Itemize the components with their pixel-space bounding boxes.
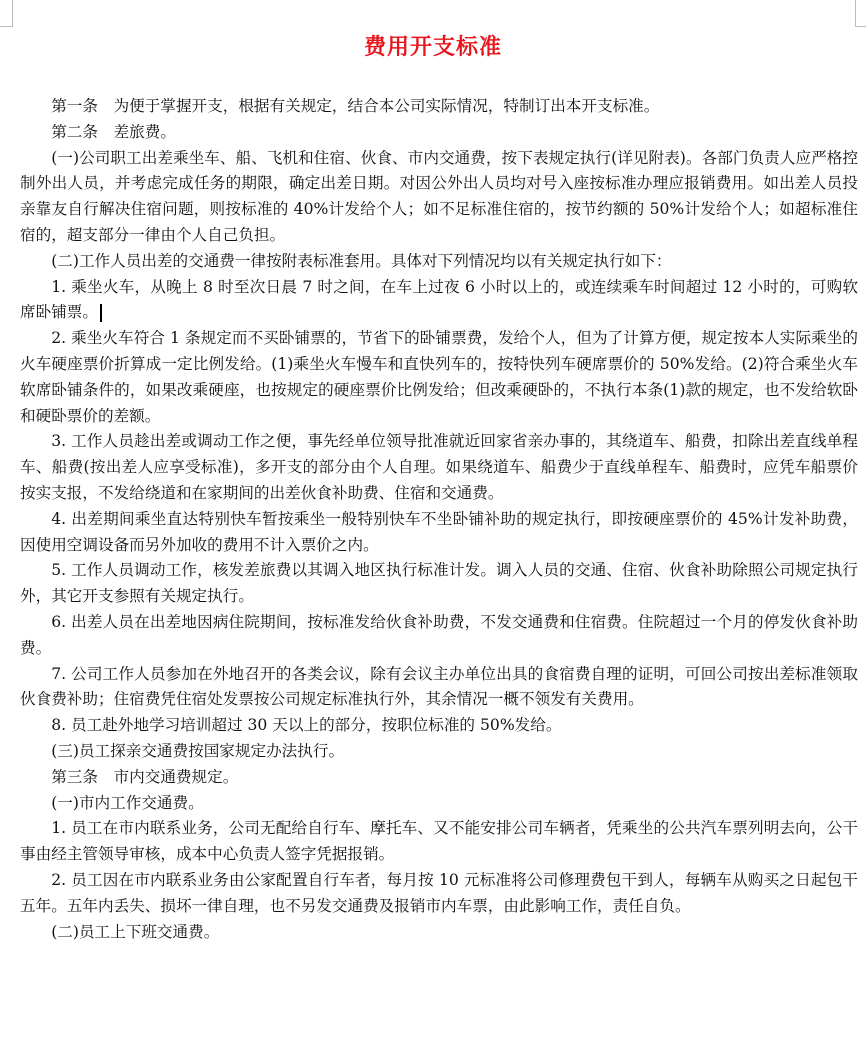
paragraph-item-4: 4. 出差期间乘坐直达特别快车暂按乘坐一般特别快车不坐卧铺补助的规定执行，即按硬座票价的 45%计发补助费，因使用空调设备而另外加收的费用不计入票价之内。 xyxy=(20,509,858,554)
document-title: 费用开支标准 xyxy=(363,35,502,60)
paragraph-article-3: 第三条 市内交通费规定。 xyxy=(51,767,239,786)
paragraph-item-3: 3. 工作人员趁出差或调动工作之便，事先经单位领导批准就近回家省亲办事的，其绕道车、船费，扣除出差直线单程车、船费(按出差人应享受标准)，多开支的部分由个人自理。如果绕道车、船费少于直线单程车、船费时，应凭车船票价按实支报，不发给绕道和在家期间的出差伙食补助费、住宿和交通费。 xyxy=(20,432,858,502)
document-body[interactable] xyxy=(20,94,858,945)
paragraph-section-2-3: (三)员工探亲交通费按国家规定办法执行。 xyxy=(51,741,345,760)
paragraph-section-3-2: (二)员工上下班交通费。 xyxy=(51,922,220,941)
paragraph-item-6: 6. 出差人员在出差地因病住院期间，按标准发给伙食补助费，不发交通费和住宿费。住院超过一个月的停发伙食补助费。 xyxy=(20,612,858,657)
paragraph-article-1: 第一条 为便于掌握开支，根据有关规定，结合本公司实际情况，特制订出本开支标准。 xyxy=(51,97,660,115)
paragraph-item-8: 8. 员工赴外地学习培训超过 30 天以上的部分，按职位标准的 50%发给。 xyxy=(51,716,562,735)
page-corner-mark-right xyxy=(855,0,866,27)
paragraph-section-3-1-item-2: 2. 员工因在市内联系业务由公家配置自行车者，每月按 10 元标准将公司修理费包干到人，每辆车从购买之日起包干五年。五年内丢失、损坏一律自理，也不另发交通费及报销市内车票，由此影响工作，责任自负。 xyxy=(20,870,858,915)
paragraph-item-5: 5. 工作人员调动工作，核发差旅费以其调入地区执行标准计发。调入人员的交通、住宿、伙食补助除照公司规定执行外，其它开支参照有关规定执行。 xyxy=(20,561,858,606)
text-cursor xyxy=(100,304,102,322)
page-corner-mark-left xyxy=(0,0,13,27)
paragraph-section-3-1: (一)市内工作交通费。 xyxy=(51,793,204,812)
paragraph-item-1 xyxy=(20,275,858,327)
paragraph-item-1-text: 1. 乘坐火车，从晚上 8 时至次日晨 7 时之间，在车上过夜 6 小时以上的，或连续乘车时间超过 12 小时的，可购软席卧铺票。 xyxy=(20,277,858,322)
paragraph-section-2-1: (一)公司职工出差乘坐车、船、飞机和住宿、伙食、市内交通费，按下表规定执行(详见附表)。各部门负责人应严格控制外出人员，并考虑完成任务的期限，确定出差日期。对因公外出人员均对号入座按标准办理应报销费用。如出差人员投亲靠友自行解决住宿问题，则按标准的 40%计发给个人；如不足标准住宿的，按节约额的 50%计发给个人；如超标准住宿的，超支部分一律由个人自己负担。 xyxy=(20,148,858,244)
paragraph-item-2: 2. 乘坐火车符合 1 条规定而不买卧铺票的，节省下的卧铺票费，发给个人，但为了计算方便，规定按本人实际乘坐的火车硬座票价折算成一定比例发给。(1)乘坐火车慢车和直快列车的，按特快列车硬席票价的 50%发给。(2)符合乘坐火车软席卧铺条件的，如果改乘硬座，也按规定的硬座票价比例发给；但改乘硬卧的，不执行本条(1)款的规定，也不发给软卧和硬卧票价的差额。 xyxy=(20,329,858,425)
paragraph-item-7: 7. 公司工作人员参加在外地召开的各类会议，除有会议主办单位出具的食宿费自理的证明，可回公司按出差标准领取伙食费补助；住宿费凭住宿处发票按公司规定标准执行外，其余情况一概不领发有关费用。 xyxy=(20,664,858,709)
paragraph-article-2: 第二条 差旅费。 xyxy=(51,122,176,141)
paragraph-section-3-1-item-1: 1. 员工在市内联系业务，公司无配给自行车、摩托车、又不能安排公司车辆者，凭乘坐的公共汽车票列明去向，公干事由经主管领导审核，成本中心负责人签字凭据报销。 xyxy=(20,819,858,864)
paragraph-section-2-2: (二)工作人员出差的交通费一律按附表标准套用。具体对下列情况均以有关规定执行如下： xyxy=(51,251,672,270)
